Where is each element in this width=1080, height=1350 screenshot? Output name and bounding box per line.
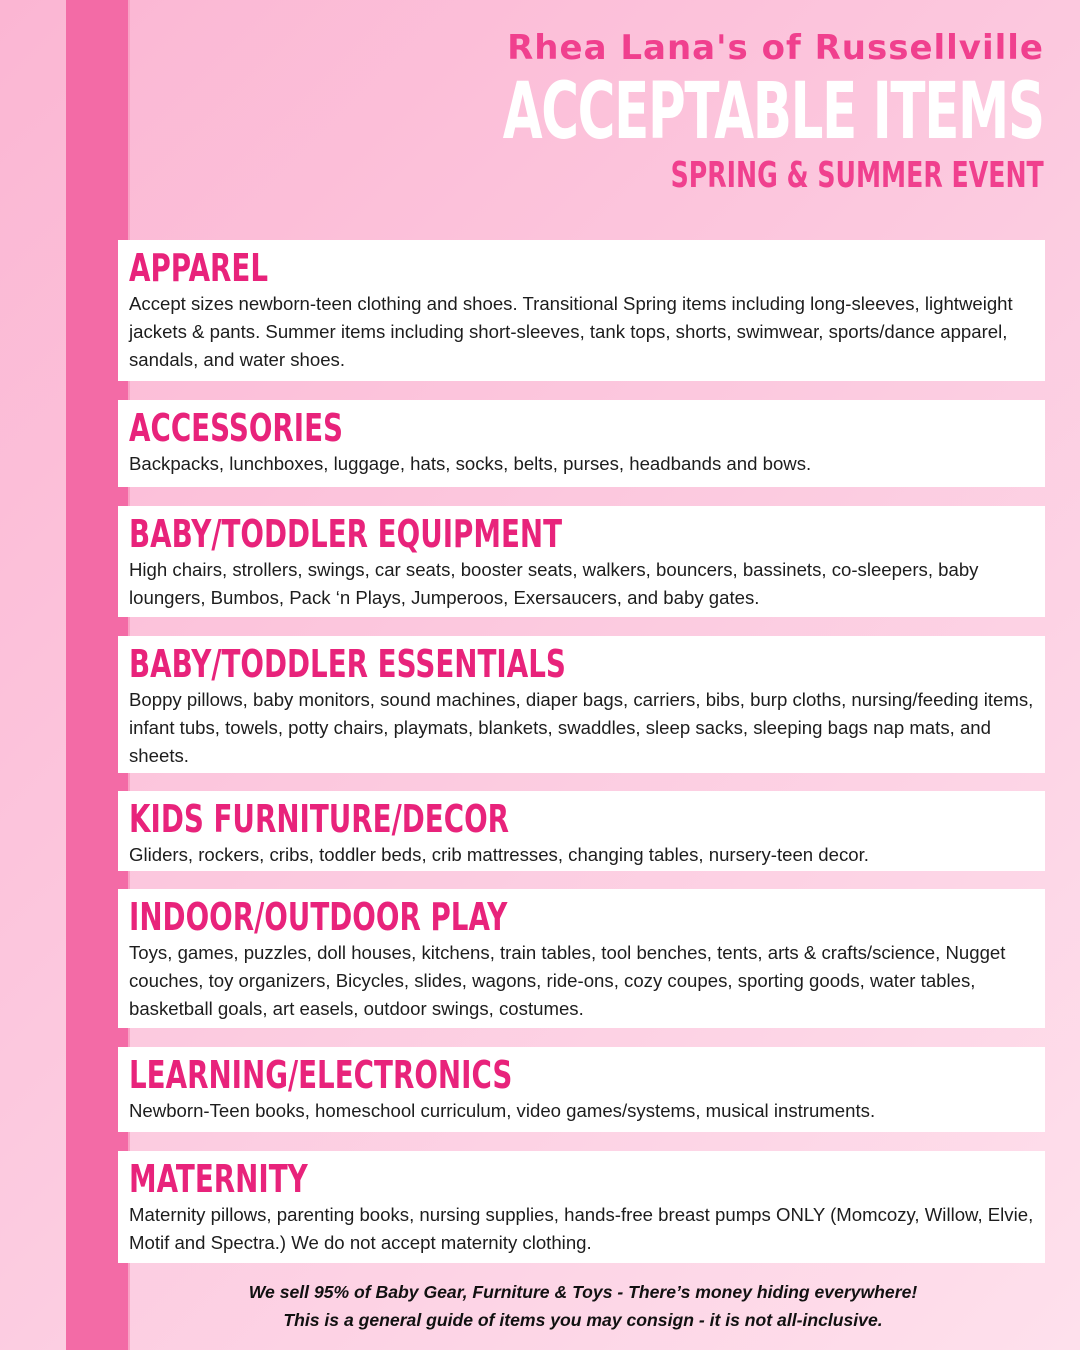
event-subtitle: SPRING & SUMMER EVENT <box>670 155 1044 196</box>
footer-line-2: This is a general guide of items you may consign - it is not all-inclusive. <box>283 1310 883 1330</box>
category-title: KIDS FURNITURE/DECOR <box>129 797 510 841</box>
category-description: Boppy pillows, baby monitors, sound machines, diaper bags, carriers, bibs, burp cloths, nursing/feeding items, infant tubs, towels, potty chairs, playmats, blankets, swaddles, sleep sacks, sleeping bags nap mats, and sheets. <box>129 689 1034 766</box>
category-description: Maternity pillows, parenting books, nursing supplies, hands-free breast pumps ONLY (Momcozy, Willow, Elvie, Motif and Spectra.) We do not accept maternity clothing. <box>129 1204 1034 1253</box>
category-title: ACCESSORIES <box>129 406 344 450</box>
category-title: MATERNITY <box>129 1157 308 1201</box>
category-title: LEARNING/ELECTRONICS <box>129 1053 513 1097</box>
category-card-indoor-outdoor-play <box>118 889 1045 1028</box>
footer-note <box>130 1278 1036 1334</box>
category-description: High chairs, strollers, swings, car seats, booster seats, walkers, bouncers, bassinets, co-sleepers, baby loungers, Bumbos, Pack ‘n Plays, Jumperoos, Exersaucers, and baby gates. <box>129 559 979 608</box>
header <box>224 26 1044 198</box>
page-title: ACCEPTABLE ITEMS <box>502 67 1044 157</box>
category-title: INDOOR/OUTDOOR PLAY <box>129 895 508 939</box>
category-card-learning-electronics <box>118 1047 1045 1132</box>
category-card-kids-furniture-decor <box>118 791 1045 871</box>
category-description: Accept sizes newborn-teen clothing and shoes. Transitional Spring items including long-sleeves, lightweight jackets & pants. Summer items including short-sleeves, tank tops, shorts, swimwear, sports/dance apparel, sandals, and water shoes. <box>129 293 1013 370</box>
category-description: Newborn-Teen books, homeschool curriculum, video games/systems, musical instruments. <box>129 1100 876 1121</box>
footer-line-1: We sell 95% of Baby Gear, Furniture & Toys - There’s money hiding everywhere! <box>248 1282 918 1302</box>
category-card-baby-toddler-essentials <box>118 636 1045 773</box>
category-description: Toys, games, puzzles, doll houses, kitchens, train tables, tool benches, tents, arts & crafts/science, Nugget couches, toy organizers, Bicycles, slides, wagons, ride-ons, cozy coupes, sporting goods, water tables, basketball goals, art easels, outdoor swings, costumes. <box>129 942 1006 1019</box>
category-title: APPAREL <box>129 246 269 290</box>
category-card-baby-toddler-equipment <box>118 506 1045 617</box>
category-card-apparel <box>118 240 1045 381</box>
brand-name: Rhea Lana's of Russellville <box>507 28 1044 68</box>
category-description: Backpacks, lunchboxes, luggage, hats, socks, belts, purses, headbands and bows. <box>129 453 812 474</box>
category-card-maternity <box>118 1151 1045 1263</box>
category-title: BABY/TODDLER EQUIPMENT <box>129 512 563 556</box>
category-title: BABY/TODDLER ESSENTIALS <box>129 642 566 686</box>
category-card-accessories <box>118 400 1045 487</box>
category-description: Gliders, rockers, cribs, toddler beds, crib mattresses, changing tables, nursery-teen decor. <box>129 844 869 865</box>
